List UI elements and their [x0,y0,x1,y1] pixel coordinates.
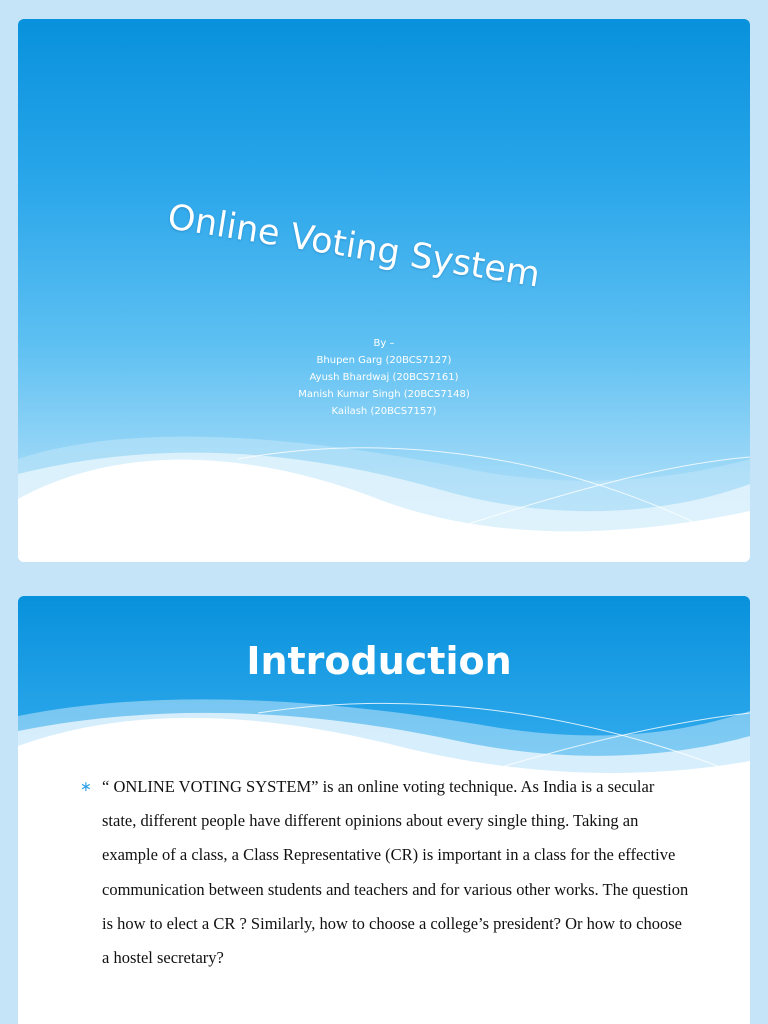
bullet-item [78,770,690,975]
slide-title-heading: Online Voting System [164,197,543,296]
wave-decoration [18,429,750,562]
credit-author: Kailash (20BCS7157) [331,406,437,417]
credits-by: By – [373,338,395,349]
credit-author: Bhupen Garg (20BCS7127) [316,355,452,366]
slide-introduction[interactable] [18,596,750,1024]
slide-title[interactable] [18,19,750,562]
bullet-text: “ ONLINE VOTING SYSTEM” is an online voting technique. As India is a secular state, different people have different opinions about every single thing. Taking an example of a class, a Class Representative (CR) is important in a class for the effective communication between students and teachers and for various other works. The question is how to elect a CR ? Similarly, how to choose a college’s president? Or how to choose a hostel secretary? [102,777,689,968]
slide-heading: Introduction [246,639,512,683]
credit-author: Manish Kumar Singh (20BCS7148) [298,389,470,400]
bullet-icon: ∗ [80,779,92,795]
author-credits [18,335,750,420]
credit-author: Ayush Bhardwaj (20BCS7161) [309,372,459,383]
